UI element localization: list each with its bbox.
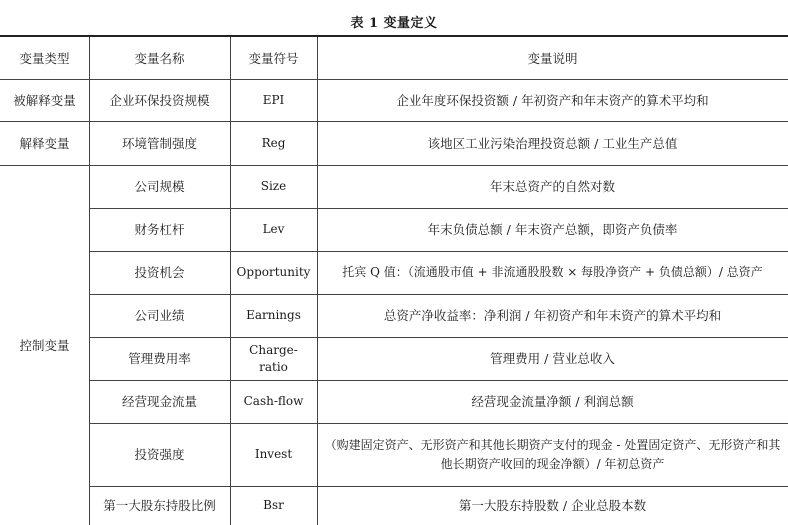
group-control: 控制变量 (19, 337, 70, 353)
var-symbol-cell: Opportunity (236, 265, 311, 279)
var-symbol-cell: Lev (262, 222, 285, 236)
var-desc-cell: 企业年度环保投资额 / 年初资产和年末资产的算术平均和 (396, 92, 709, 108)
var-symbol-cell: Charge-ratio (249, 342, 298, 374)
var-desc-cell: 第一大股东持股数 / 企业总股本数 (458, 498, 647, 513)
header-name: 变量名称 (134, 50, 185, 66)
var-symbol-cell: Cash-flow (243, 394, 304, 408)
var-desc-cell: 年末总资产的自然对数 (489, 179, 615, 194)
var-name-cell: 环境管制强度 (121, 135, 197, 151)
var-desc-cell: 该地区工业污染治理投资总额 / 工业生产总值 (427, 135, 678, 151)
var-symbol-cell: Size (260, 179, 287, 193)
header-desc: 变量说明 (527, 50, 578, 66)
var-name-cell: 投资机会 (134, 265, 185, 280)
var-symbol-cell: Bsr (263, 498, 284, 512)
var-desc-cell: （购建固定资产、无形资产和其他长期资产支付的现金 - 处置固定资产、无形资产和其他长期资产收回的现金净额）/ 年初总资产 (324, 437, 781, 471)
var-name-cell: 公司规模 (134, 179, 185, 194)
var-name-cell: 经营现金流量 (121, 394, 197, 409)
var-name-cell: 投资强度 (134, 447, 185, 462)
group-explanatory: 解释变量 (19, 135, 70, 151)
header-type: 变量类型 (19, 50, 70, 66)
var-symbol-cell: Invest (254, 447, 293, 461)
table-title: 表 1 变量定义 (350, 16, 438, 31)
var-name-cell: 财务杠杆 (134, 222, 185, 237)
var-desc-cell: 经营现金流量净额 / 利润总额 (471, 394, 634, 409)
var-desc-cell: 年末负债总额 / 年末资产总额，即资产负债率 (427, 222, 678, 237)
var-desc-cell: 总资产净收益率：净利润 / 年初资产和年末资产的算术平均和 (383, 308, 722, 323)
var-symbol-cell: Reg (261, 135, 286, 150)
var-desc-cell: 管理费用 / 营业总收入 (490, 351, 615, 366)
var-name-cell: 第一大股东持股比例 (103, 498, 216, 513)
var-desc-cell: 托宾 Q 值：（流通股市值 + 非流通股股数 × 每股净资产 + 负债总额）/ 总资产 (342, 265, 763, 279)
var-symbol-cell: EPI (262, 92, 285, 107)
header-symbol: 变量符号 (248, 50, 299, 66)
var-symbol-cell: Earnings (246, 308, 301, 322)
var-name-cell: 公司业绩 (134, 308, 185, 323)
var-name-cell: 企业环保投资规模 (109, 92, 210, 108)
group-explained: 被解释变量 (13, 92, 76, 108)
var-name-cell: 管理费用率 (128, 351, 191, 366)
